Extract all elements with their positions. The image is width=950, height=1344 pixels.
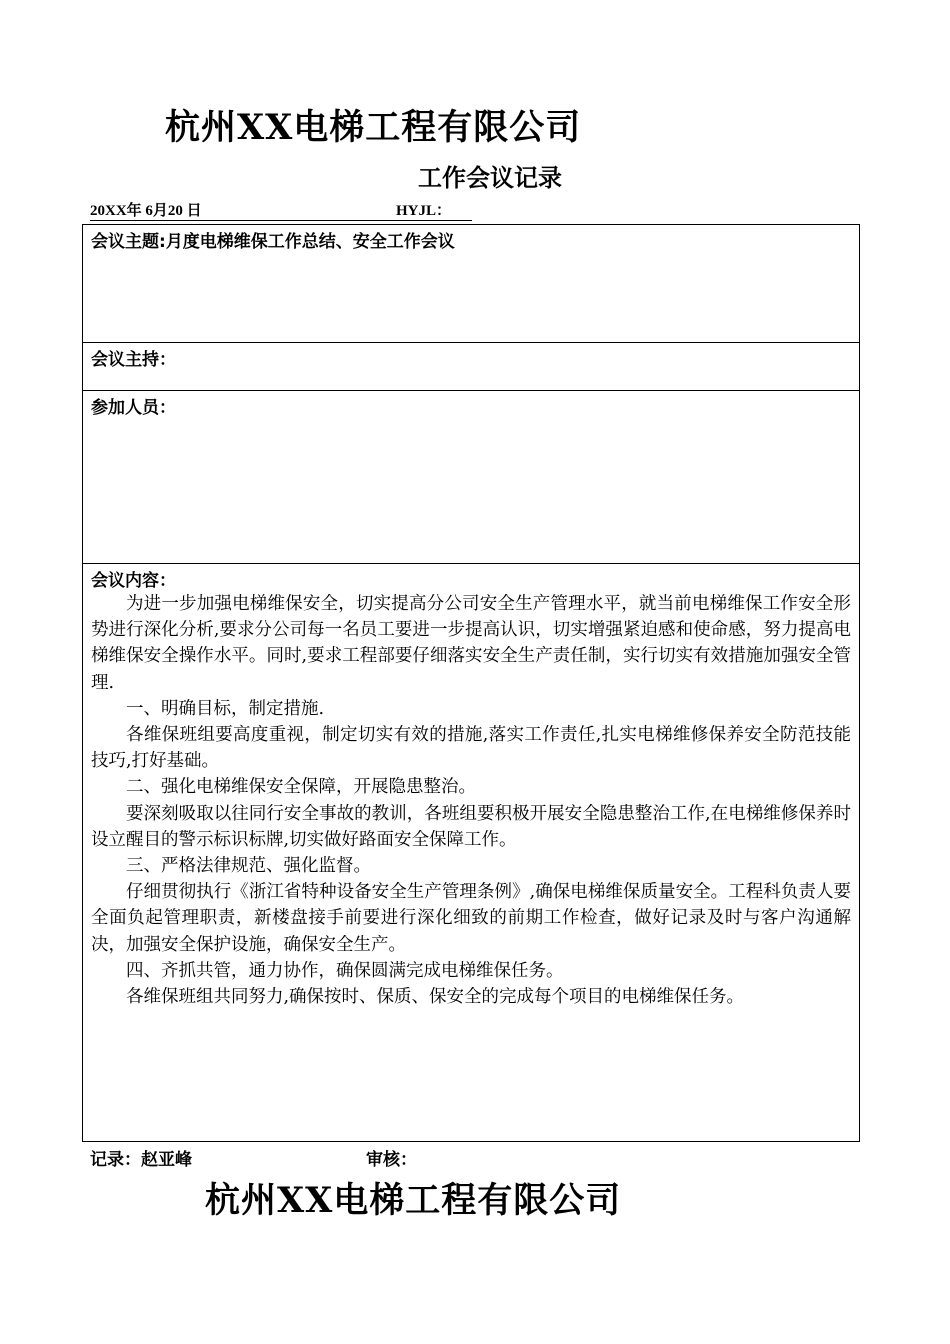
- topic-cell: [83, 225, 860, 343]
- attendees-label: 参加人员：: [91, 398, 176, 418]
- content-row: [83, 564, 860, 1142]
- meeting-record-table: [82, 224, 860, 1142]
- company-name-bottom: 杭州XX电梯工程有限公司: [205, 1180, 622, 1221]
- host-row: [83, 343, 860, 391]
- content-paragraph: 仔细贯彻执行《浙江省特种设备安全生产管理条例》,确保电梯维保质量安全。工程科负责人要全面负起管理职责，新楼盘接手前要进行深化细致的前期工作检查，做好记录及时与客户沟通解决，加强安全保护设施，确保安全生产。: [91, 882, 851, 955]
- attendees-row: [83, 391, 860, 564]
- reviewer-label: 审核：: [366, 1150, 417, 1170]
- content-paragraph: 要深刻吸取以往同行安全事故的教训，各班组要积极开展安全隐患整治工作,在电梯维修保养时设立醒目的警示标识标牌,切实做好路面安全保障工作。: [91, 803, 851, 850]
- host-cell: [83, 343, 860, 391]
- section-heading: 三、严格法律规范、强化监督。: [126, 856, 371, 877]
- footer-signatures: [90, 1145, 417, 1170]
- attendees-cell: [83, 391, 860, 564]
- topic-value: 月度电梯维保工作总结、安全工作会议: [165, 232, 455, 252]
- section-heading: 二、强化电梯维保安全保障，开展隐患整治。: [126, 777, 476, 798]
- content-paragraph: 为进一步加强电梯维保安全，切实提高分公司安全生产管理水平，就当前电梯维保工作安全形势进行深化分析,要求分公司每一名员工要进一步提高认识，切实增强紧迫感和使命感，努力提高电梯维保安全操作水平。同时,要求工程部要仔细落实安全生产责任制，实行切实有效措施加强安全管理.: [91, 594, 851, 693]
- topic-row: [83, 225, 860, 343]
- topic-label: 会议主题:: [91, 232, 166, 252]
- company-name-top: 杭州XX电梯工程有限公司: [165, 107, 582, 148]
- content-paragraph: 各维保班组共同努力,确保按时、保质、保安全的完成每个项目的电梯维保任务。: [126, 987, 745, 1008]
- content-label: 会议内容：: [91, 571, 176, 591]
- recorder-label: 记录：: [90, 1150, 141, 1170]
- content-cell: [83, 564, 860, 1142]
- section-heading: 四、齐抓共管，通力协作，确保圆满完成电梯维保任务。: [126, 960, 564, 981]
- document-title: 工作会议记录: [418, 163, 562, 192]
- meeting-date: 20XX年 6月20 日: [90, 202, 396, 221]
- recorder-name: 赵亚峰: [141, 1150, 192, 1170]
- record-code-label: HYJL：: [396, 202, 472, 221]
- host-label: 会议主持：: [91, 350, 176, 370]
- meta-line: [90, 202, 472, 221]
- section-heading: 一、明确目标，制定措施.: [126, 698, 325, 719]
- content-paragraph: 各维保班组要高度重视，制定切实有效的措施,落实工作责任,扎实电梯维修保养安全防范技能技巧,打好基础。: [91, 725, 851, 772]
